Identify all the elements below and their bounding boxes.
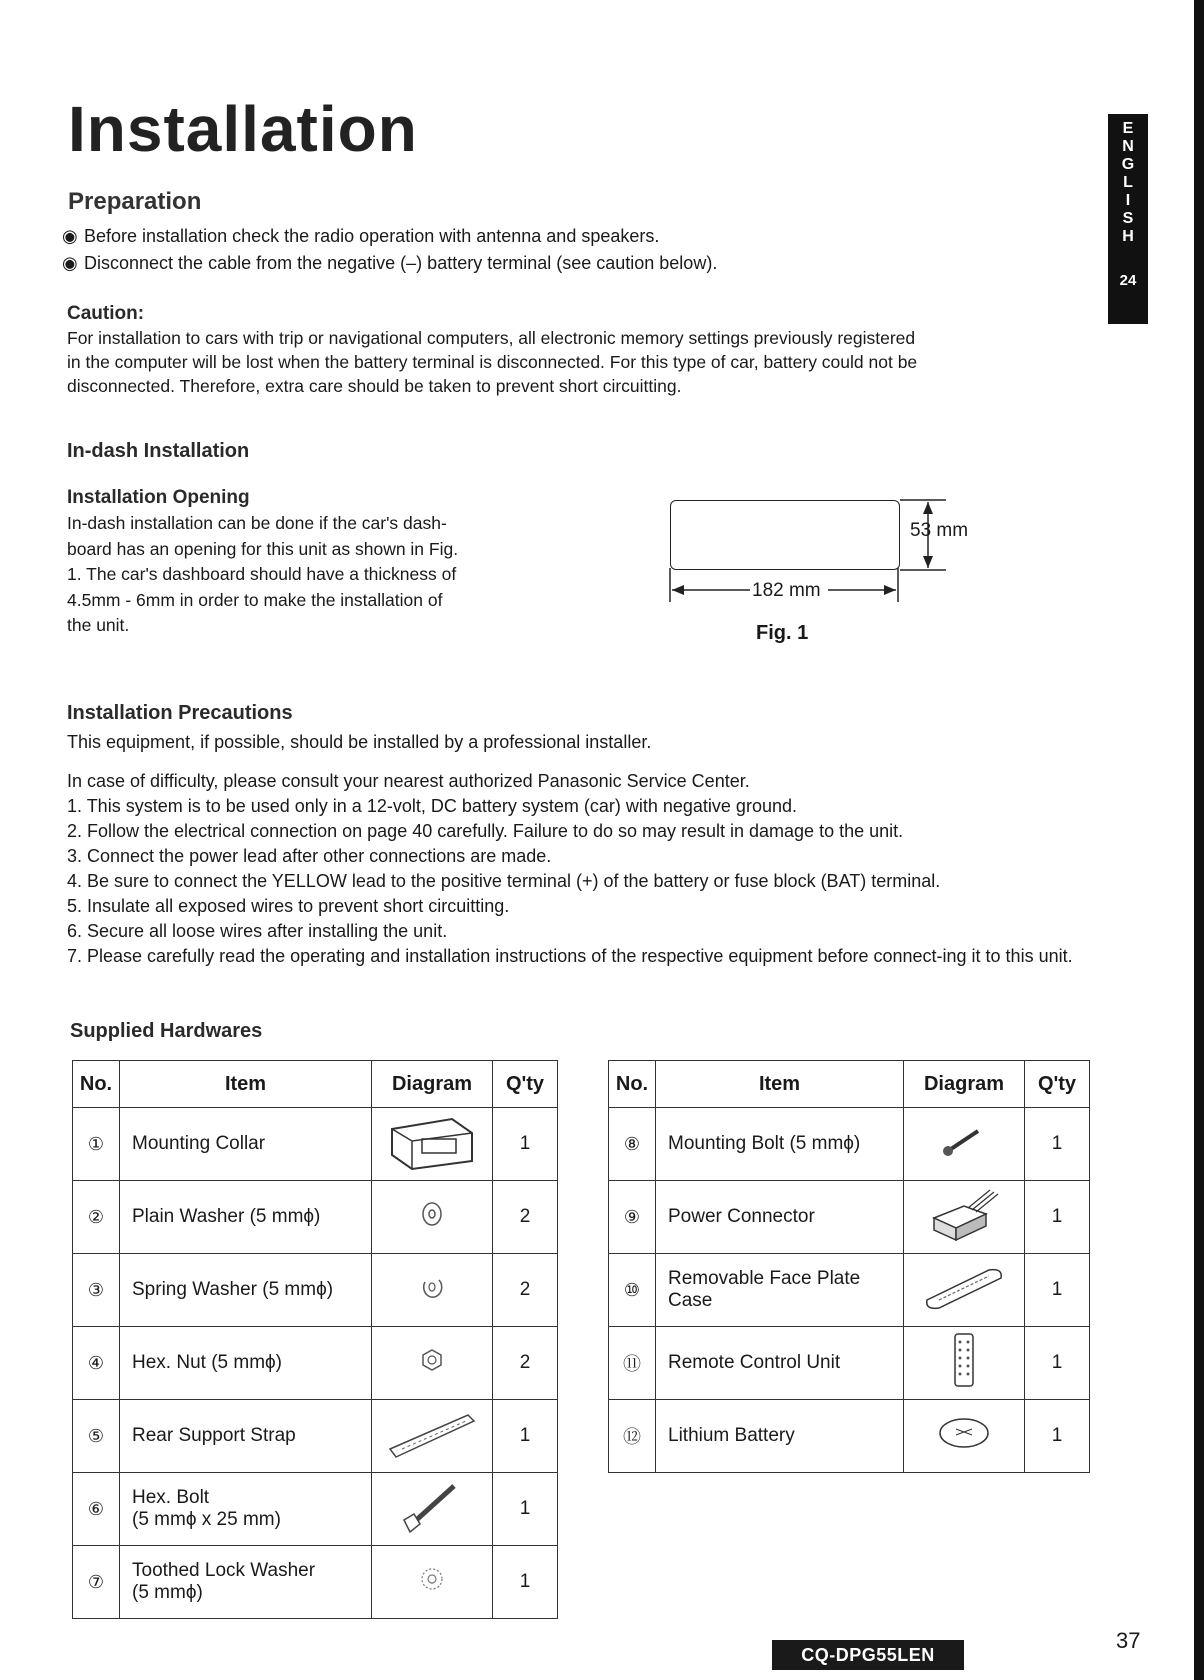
table-row [73, 1181, 558, 1254]
item-qty: 1 [493, 1473, 558, 1546]
item-qty: 2 [493, 1327, 558, 1400]
item-number: ④ [73, 1327, 120, 1400]
item-number: ⑥ [73, 1473, 120, 1546]
item-number: ⑫ [609, 1400, 656, 1473]
plain-washer-icon [372, 1181, 493, 1254]
spring-washer-icon [372, 1254, 493, 1327]
list-item: 4. Be sure to connect the YELLOW lead to the positive terminal (+) of the battery or fuse block (BAT) terminal. [67, 871, 941, 891]
item-number: ① [73, 1108, 120, 1181]
opening-line: 4.5mm - 6mm in order to make the installation of [67, 589, 443, 610]
item-qty: 1 [1025, 1108, 1090, 1181]
opening-line: the unit. [67, 615, 130, 635]
table-row [73, 1473, 558, 1546]
item-name: Remote Control Unit [656, 1327, 904, 1400]
hardware-heading: Supplied Hardwares [70, 1020, 263, 1042]
remote-control-icon [904, 1327, 1025, 1400]
opening-line: 1. The car's dashboard should have a thickness of [67, 564, 457, 584]
table-row [73, 1400, 558, 1473]
fig-width-label: 182 mm [752, 580, 821, 601]
caution-line: For installation to cars with trip or navigational computers, all electronic memory settings previously registered [67, 328, 916, 348]
item-qty: 1 [493, 1400, 558, 1473]
item-qty: 1 [1025, 1400, 1090, 1473]
item-name: Plain Washer (5 mmϕ) [120, 1181, 372, 1254]
item-name: Mounting Collar [120, 1108, 372, 1181]
item-qty: 1 [1025, 1181, 1090, 1254]
tab-letter: S [1122, 210, 1134, 227]
tab-letter: E [1122, 120, 1134, 137]
item-name: Lithium Battery [656, 1400, 904, 1473]
list-item: ◉ Before installation check the radio operation with antenna and speakers. [62, 223, 1062, 250]
tab-letter: L [1123, 174, 1133, 191]
table-row [609, 1400, 1090, 1473]
opening-line: board has an opening for this unit as shown in Fig. [67, 538, 459, 559]
list-item: ◉ Disconnect the cable from the negative (–) battery terminal (see caution below). [62, 250, 1062, 277]
precautions-list [67, 794, 1107, 969]
item-name: Rear Support Strap [120, 1400, 372, 1473]
item-name: Toothed Lock Washer (5 mmϕ) [120, 1546, 372, 1619]
item-qty: 1 [1025, 1254, 1090, 1327]
table-header-row [609, 1061, 1090, 1108]
caution-line: in the computer will be lost when the battery terminal is disconnected. For this type of car, battery could not be [67, 352, 918, 372]
hex-bolt-icon [372, 1473, 493, 1546]
item-number: ⑨ [609, 1181, 656, 1254]
precautions-heading: Installation Precautions [67, 702, 293, 724]
column-header: Q'ty [1025, 1061, 1090, 1108]
item-name: Hex. Nut (5 mmϕ) [120, 1327, 372, 1400]
item-name: Hex. Bolt (5 mmϕ x 25 mm) [120, 1473, 372, 1546]
tab-letter: I [1125, 192, 1131, 209]
table-row [609, 1254, 1090, 1327]
item-qty: 1 [493, 1108, 558, 1181]
table-row [73, 1108, 558, 1181]
caution-text [67, 326, 1107, 398]
table-row [73, 1254, 558, 1327]
page-title: Installation [68, 93, 418, 165]
power-connector-icon [904, 1181, 1025, 1254]
lithium-battery-icon [904, 1400, 1025, 1473]
column-header: Diagram [904, 1061, 1025, 1108]
tab-letter: N [1122, 138, 1134, 155]
table-row [609, 1108, 1090, 1181]
table-row [609, 1181, 1090, 1254]
hex-nut-icon [372, 1327, 493, 1400]
mounting-bolt-icon [904, 1108, 1025, 1181]
list-item: 1. This system is to be used only in a 12-volt, DC battery system (car) with negative ground. [67, 796, 797, 816]
list-item: 7. Please carefully read the operating and installation instructions of the respective equipment before connect-ing it to this unit. [67, 946, 1073, 966]
item-number: ⑧ [609, 1108, 656, 1181]
language-tab [1108, 114, 1148, 324]
mounting-collar-icon [372, 1108, 493, 1181]
page-edge-bar [1194, 0, 1204, 1680]
opening-heading: Installation Opening [67, 487, 250, 508]
precautions-intro: This equipment, if possible, should be installed by a professional installer. [67, 732, 652, 752]
preparation-bullets [62, 223, 1062, 277]
item-name: Power Connector [656, 1181, 904, 1254]
caution-heading: Caution: [67, 303, 145, 324]
item-number: ⑪ [609, 1327, 656, 1400]
face-plate-case-icon [904, 1254, 1025, 1327]
list-item: 6. Secure all loose wires after installing the unit. [67, 921, 448, 941]
list-item: 2. Follow the electrical connection on page 40 carefully. Failure to do so may result in damage to the unit. [67, 821, 904, 841]
column-header: Q'ty [493, 1061, 558, 1108]
column-header: No. [73, 1061, 120, 1108]
tab-letter: G [1121, 156, 1135, 173]
section-number: 24 [1119, 272, 1137, 289]
fig-height-label: 53 mm [910, 520, 969, 541]
indash-heading: In-dash Installation [67, 440, 250, 462]
column-header: Item [120, 1061, 372, 1108]
list-item: 5. Insulate all exposed wires to prevent short circuitting. [67, 896, 510, 916]
item-number: ⑩ [609, 1254, 656, 1327]
table-row [73, 1546, 558, 1619]
precautions-intro: In case of difficulty, please consult your nearest authorized Panasonic Service Center. [67, 771, 750, 791]
item-number: ⑦ [73, 1546, 120, 1619]
caution-line: disconnected. Therefore, extra care should be taken to prevent short circuitting. [67, 376, 682, 396]
item-number: ② [73, 1181, 120, 1254]
fig-caption: Fig. 1 [756, 622, 809, 644]
item-number: ③ [73, 1254, 120, 1327]
bullet-icon: ◉ [62, 226, 78, 246]
item-qty: 2 [493, 1254, 558, 1327]
hardware-table-left [72, 1060, 558, 1619]
opening-text [67, 511, 567, 639]
item-number: ⑤ [73, 1400, 120, 1473]
page-number: 37 [1116, 1628, 1141, 1653]
table-row [73, 1327, 558, 1400]
model-badge: CQ-DPG55LEN [772, 1640, 964, 1670]
table-row [609, 1327, 1090, 1400]
lock-washer-icon [372, 1546, 493, 1619]
list-item: 3. Connect the power lead after other connections are made. [67, 846, 552, 866]
table-header-row [73, 1061, 558, 1108]
item-name: Spring Washer (5 mmϕ) [120, 1254, 372, 1327]
column-header: No. [609, 1061, 656, 1108]
tab-letter: H [1122, 228, 1134, 245]
hardware-table-right [608, 1060, 1090, 1473]
item-qty: 1 [493, 1546, 558, 1619]
item-qty: 2 [493, 1181, 558, 1254]
item-name: Removable Face Plate Case [656, 1254, 904, 1327]
item-qty: 1 [1025, 1327, 1090, 1400]
column-header: Item [656, 1061, 904, 1108]
opening-line: In-dash installation can be done if the car's dash- [67, 513, 447, 533]
support-strap-icon [372, 1400, 493, 1473]
item-name: Mounting Bolt (5 mmϕ) [656, 1108, 904, 1181]
preparation-heading: Preparation [68, 188, 202, 215]
bullet-icon: ◉ [62, 253, 78, 273]
column-header: Diagram [372, 1061, 493, 1108]
